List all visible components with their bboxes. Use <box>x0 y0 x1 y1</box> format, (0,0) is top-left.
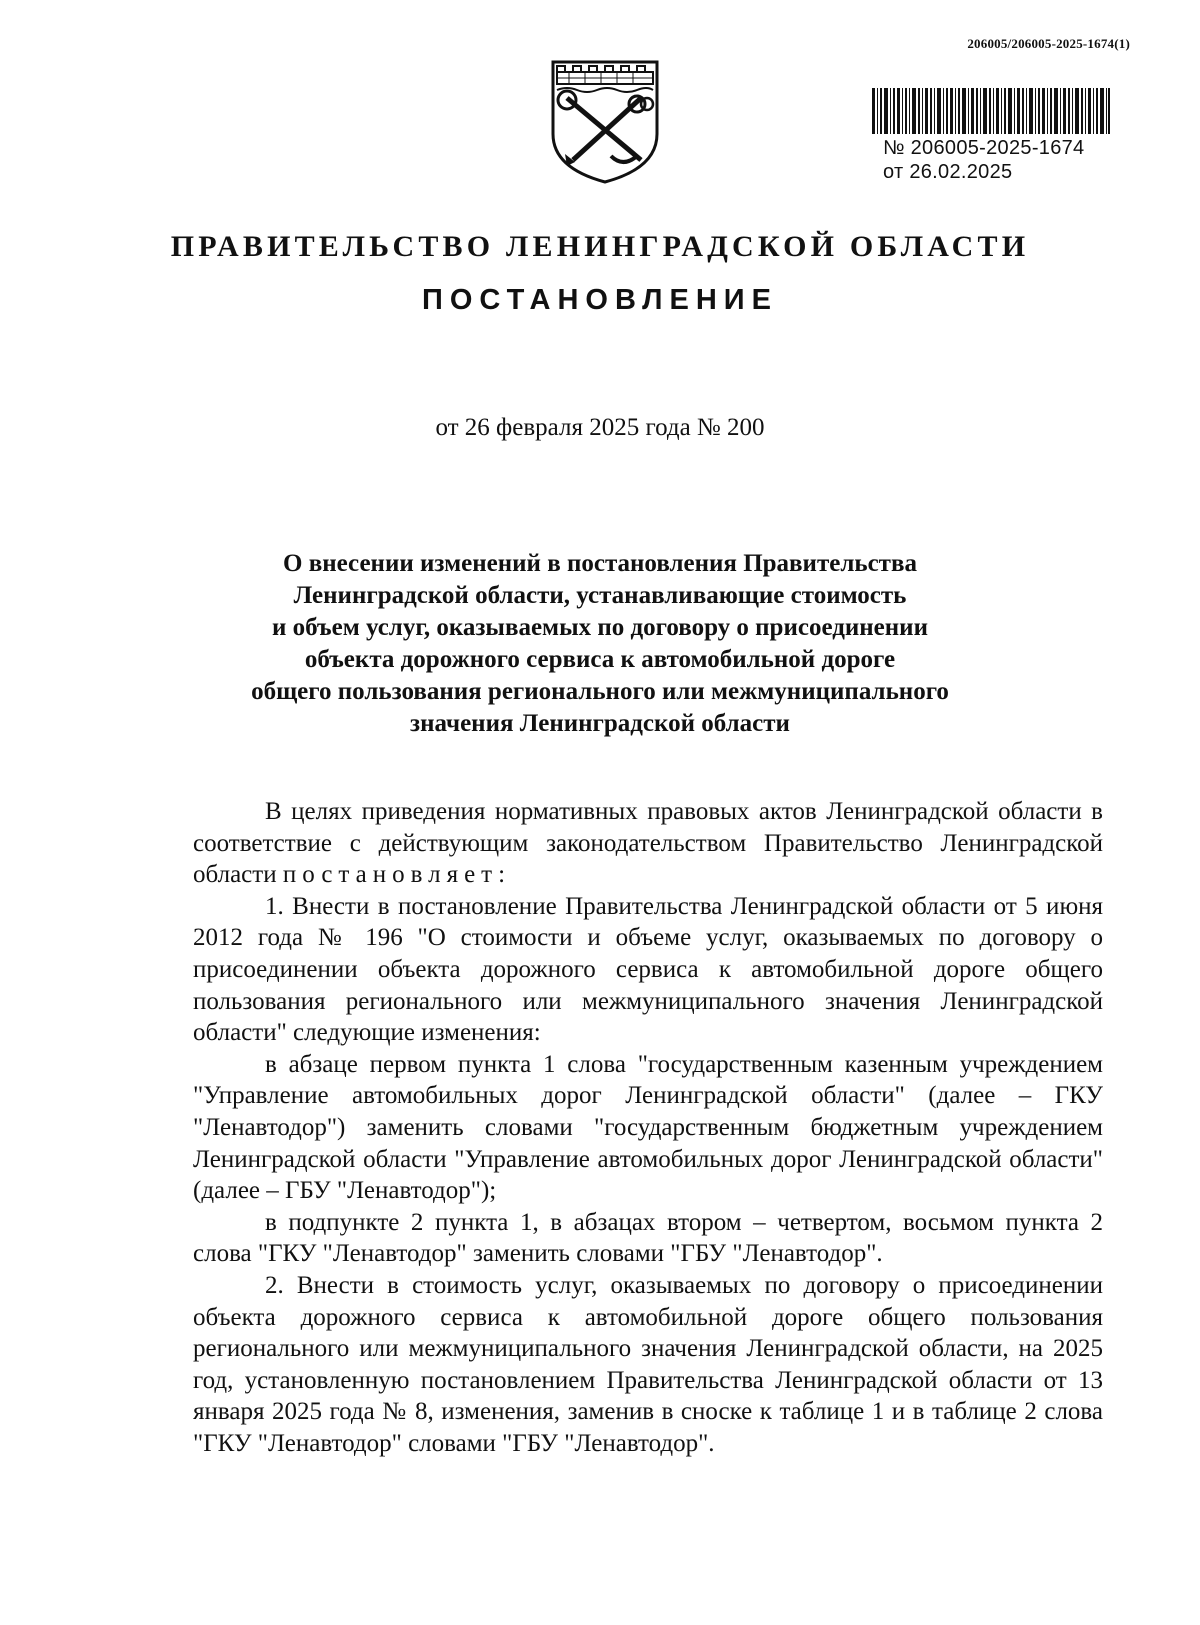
subject-line: значения Ленинградской области <box>410 710 790 737</box>
clause-1: 1. Внести в постановление Правительства Ленинградской области от 5 июня 2012 года № 196 "О стоимости и объеме услуг, оказываемых по договору о присоединении объекта дорожного сервиса к автомобильной дороге общего пользования регионального или межмуниципального значения Ленинградской области" следующие изменения: <box>193 892 1103 1047</box>
document-reference-number: 206005/206005-2025-1674(1) <box>967 36 1130 51</box>
clause-1-amendment-a: в абзаце первом пункта 1 слова "государственным казенным учреждением "Управление автомобильных дорог Ленинградской области" (далее – ГКУ "Ленавтодор") заменить словами "государственным бюджетным учреждением Ленинградской области "Управление автомобильных дорог Ленинградской области" (далее – ГБУ "Ленавтодор"); <box>193 1050 1103 1205</box>
decree-title: ПОСТАНОВЛЕНИЕ <box>422 284 778 316</box>
number-sign: № <box>883 137 905 159</box>
subject-line: Ленинградской области, устанавливающие стоимость <box>293 582 907 609</box>
preamble-text: В целях приведения нормативных правовых актов Ленинградской области в соответствие с действующим законодательством Правительство Ленинградской области <box>193 798 1103 889</box>
preamble-verb: постановляет: <box>282 861 512 889</box>
decree-date-number: от 26 февраля 2025 года № 200 <box>435 414 765 441</box>
registration-date-row <box>883 160 1084 184</box>
decree-subject <box>0 548 1200 740</box>
preamble-paragraph <box>193 796 1103 891</box>
clause-1-amendment-b: в подпункте 2 пункта 1, в абзацах втором – четвертом, восьмом пункта 2 слова "ГКУ "Ленавтодор" заменить словами "ГБУ "Ленавтодор". <box>193 1208 1103 1268</box>
subject-line: объекта дорожного сервиса к автомобильной дороге <box>304 646 896 673</box>
registration-date-prefix: от <box>883 161 904 183</box>
clause-2: 2. Внести в стоимость услуг, оказываемых по договору о присоединении объекта дорожного сервиса к автомобильной дороге общего пользования регионального или межмуниципального значения Ленинградской области, на 2025 год, установленную постановлением Правительства Ленинградской области от 13 января 2025 года № 8, изменения, заменив в сноске к таблице 1 и в таблице 2 слова "ГКУ "Ленавтодор" словами "ГБУ "Ленавтодор". <box>193 1271 1103 1457</box>
decree-body <box>193 796 1103 1459</box>
registration-number: 206005-2025-1674 <box>910 137 1085 159</box>
barcode-icon <box>872 88 1110 134</box>
subject-line: О внесении изменений в постановления Правительства <box>283 550 917 577</box>
subject-line: общего пользования регионального или межмуниципального <box>251 678 949 705</box>
subject-line: и объем услуг, оказываемых по договору о присоединении <box>271 614 928 641</box>
registration-block <box>883 136 1084 184</box>
registration-date: 26.02.2025 <box>909 161 1013 183</box>
registration-number-row <box>883 136 1084 160</box>
coat-of-arms-icon <box>545 56 665 186</box>
government-title: ПРАВИТЕЛЬСТВО ЛЕНИНГРАДСКОЙ ОБЛАСТИ <box>170 230 1030 263</box>
